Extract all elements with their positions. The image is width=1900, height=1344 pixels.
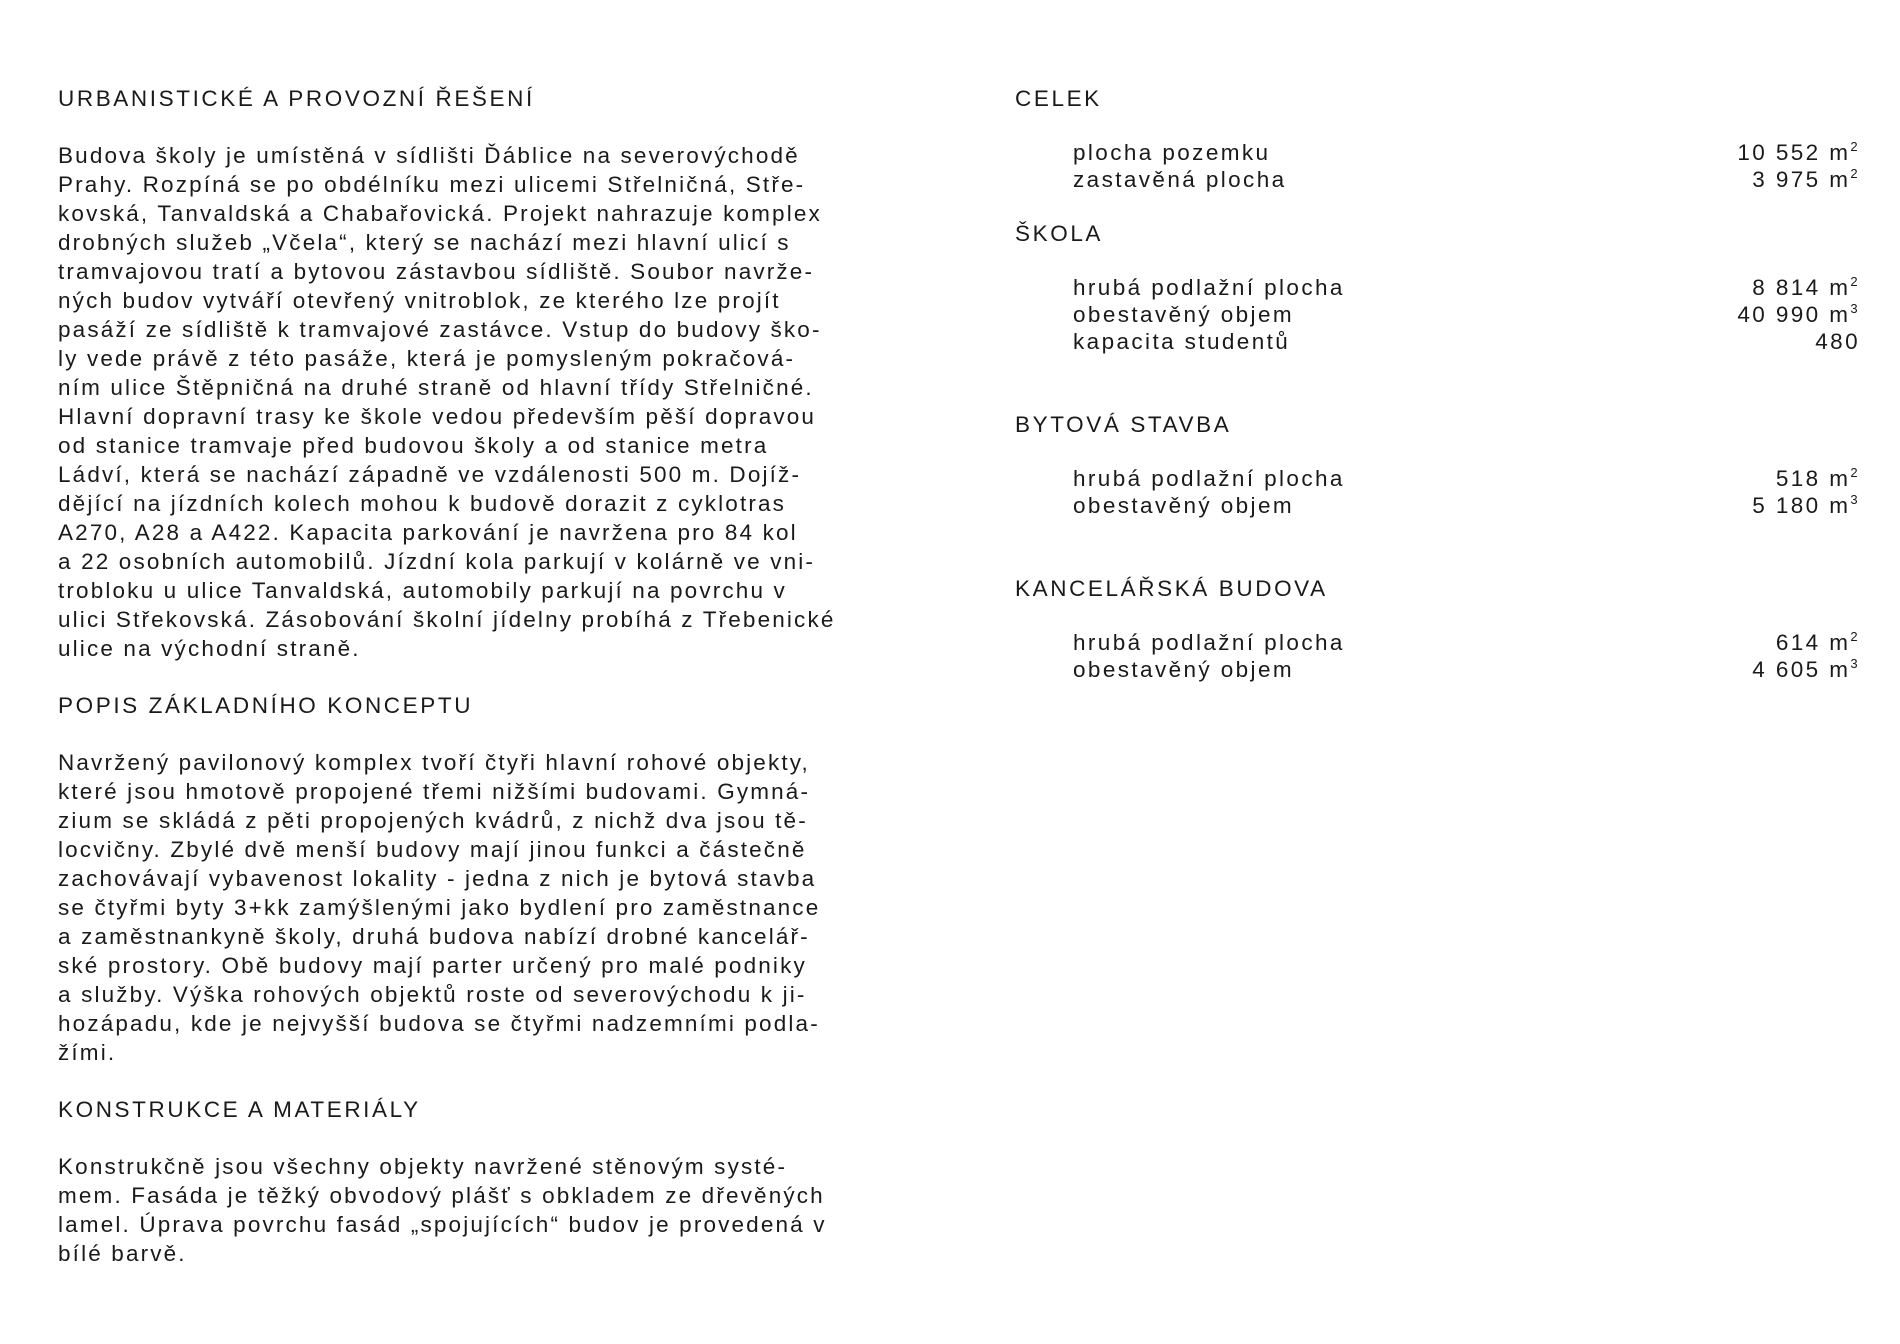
text-line: Ládví, která se nachází západně ve vzdálenosti 500 m. Dojíž- bbox=[58, 462, 802, 487]
stat-label: zastavěná plocha bbox=[1073, 167, 1287, 192]
text-line: Budova školy je umístěná v sídlišti Ďáblice na severovýchodě bbox=[58, 143, 800, 168]
stat-value: 614 $m^2$ bbox=[1775, 629, 1860, 655]
stat-label: hrubá podlažní plocha bbox=[1073, 466, 1345, 491]
unit-exponent: 2 bbox=[1850, 465, 1860, 480]
text-line: zium se skládá z pěti propojených kvádrů, z nichž dva jsou tě- bbox=[58, 808, 808, 833]
stat-row bbox=[1073, 492, 1860, 519]
text-line: drobných služeb „Včela“, který se nachází mezi hlavní ulicí s bbox=[58, 230, 791, 255]
stat-list bbox=[1015, 139, 1860, 193]
text-line: se čtyřmi byty 3+kk zamýšlenými jako bydlení pro zaměstnance bbox=[58, 895, 821, 920]
stat-label: plocha pozemku bbox=[1073, 140, 1271, 165]
paragraph-konstrukce bbox=[58, 1152, 918, 1268]
text-line: tramvajovou tratí a bytovou zástavbou sídliště. Soubor navrže- bbox=[58, 259, 815, 284]
paragraph-koncept bbox=[58, 748, 918, 1067]
text-line: kovská, Tanvaldská a Chabařovická. Projekt nahrazuje komplex bbox=[58, 201, 822, 226]
stat-row bbox=[1073, 629, 1860, 656]
stat-label: obestavěný objem bbox=[1073, 302, 1295, 327]
stat-row bbox=[1073, 301, 1860, 328]
unit-exponent: 2 bbox=[1850, 274, 1860, 289]
stat-value: 480 bbox=[1815, 329, 1860, 354]
text-line: které jsou hmotově propojené třemi nižšími budovami. Gymná- bbox=[58, 779, 811, 804]
text-line: ním ulice Štěpničná na druhé straně od hlavní třídy Střelničné. bbox=[58, 375, 814, 400]
text-line: locvičny. Zbylé dvě menší budovy mají jinou funkci a částečně bbox=[58, 837, 807, 862]
text-line: Hlavní dopravní trasy ke škole vedou především pěší dopravou bbox=[58, 404, 817, 429]
stat-list bbox=[1015, 274, 1860, 355]
stat-row bbox=[1073, 139, 1860, 166]
group-heading-bytova-stavba: BYTOVÁ STAVBA bbox=[1015, 412, 1232, 437]
unit-exponent: 2 bbox=[1850, 139, 1860, 154]
stat-label: hrubá podlažní plocha bbox=[1073, 275, 1345, 300]
text-line: a služby. Výška rohových objektů roste od severovýchodu k ji- bbox=[58, 982, 807, 1007]
group-heading-skola: ŠKOLA bbox=[1015, 221, 1104, 246]
stats-group-celek bbox=[1015, 84, 1860, 193]
stat-label: hrubá podlažní plocha bbox=[1073, 630, 1345, 655]
text-line: bílé barvě. bbox=[58, 1241, 187, 1266]
text-line: mem. Fasáda je těžký obvodový plášť s obkladem ze dřevěných bbox=[58, 1183, 825, 1208]
stat-row bbox=[1073, 274, 1860, 301]
text-line: a 22 osobních automobilů. Jízdní kola parkují v kolárně ve vni- bbox=[58, 549, 816, 574]
stat-row bbox=[1073, 465, 1860, 492]
stat-value: 10 552 $m^2$ bbox=[1737, 139, 1860, 165]
stat-label: obestavěný objem bbox=[1073, 657, 1295, 682]
group-heading-celek: CELEK bbox=[1015, 86, 1102, 111]
text-line: dějící na jízdních kolech mohou k budově dorazit z cyklotras bbox=[58, 491, 787, 516]
stats-group-kancelarska-budova bbox=[1015, 574, 1860, 683]
paragraph-urbanisticke bbox=[58, 141, 918, 663]
text-line: ly vede právě z této pasáže, která je pomysleným pokračová- bbox=[58, 346, 796, 371]
text-column bbox=[58, 84, 918, 1296]
stat-row bbox=[1073, 328, 1860, 355]
section-heading-urbanisticke: URBANISTICKÉ A PROVOZNÍ ŘEŠENÍ bbox=[58, 86, 535, 111]
stat-value: 518 $m^2$ bbox=[1775, 465, 1860, 491]
stats-group-bytova-stavba bbox=[1015, 410, 1860, 519]
section-heading-konstrukce: KONSTRUKCE A MATERIÁLY bbox=[58, 1097, 421, 1122]
stat-row bbox=[1073, 656, 1860, 683]
text-line: trobloku u ulice Tanvaldská, automobily parkují na povrchu v bbox=[58, 578, 787, 603]
stat-row bbox=[1073, 166, 1860, 193]
text-line: ných budov vytváří otevřený vnitroblok, ze kterého lze projít bbox=[58, 288, 781, 313]
text-line: ulice na východní straně. bbox=[58, 636, 361, 661]
stat-value: 4 605 $m^3$ bbox=[1752, 656, 1860, 682]
stat-list bbox=[1015, 629, 1860, 683]
unit-exponent: 2 bbox=[1850, 166, 1860, 181]
unit-exponent: 2 bbox=[1850, 629, 1860, 644]
text-line: od stanice tramvaje před budovou školy a od stanice metra bbox=[58, 433, 769, 458]
section-heading-koncept: POPIS ZÁKLADNÍHO KONCEPTU bbox=[58, 693, 474, 718]
unit-exponent: 3 bbox=[1850, 492, 1860, 507]
text-line: hozápadu, kde je nejvyšší budova se čtyřmi nadzemními podla- bbox=[58, 1011, 820, 1036]
text-line: pasáží ze sídliště k tramvajové zastávce. Vstup do budovy ško- bbox=[58, 317, 822, 342]
text-line: A270, A28 a A422. Kapacita parkování je navržena pro 84 kol bbox=[58, 520, 798, 545]
stat-value: 3 975 $m^2$ bbox=[1752, 166, 1860, 192]
stat-value: 5 180 $m^3$ bbox=[1752, 492, 1860, 518]
stat-list bbox=[1015, 465, 1860, 519]
text-line: Konstrukčně jsou všechny objekty navržené stěnovým systé- bbox=[58, 1154, 788, 1179]
text-line: lamel. Úprava povrchu fasád „spojujících“ budov je provedená v bbox=[58, 1212, 827, 1237]
unit-exponent: 3 bbox=[1850, 656, 1860, 671]
stats-column bbox=[1015, 84, 1860, 683]
text-line: zachovávají vybavenost lokality - jedna z nich je bytová stavba bbox=[58, 866, 817, 891]
text-line: a zaměstnankyně školy, druhá budova nabízí drobné kancelář- bbox=[58, 924, 810, 949]
text-line: Navržený pavilonový komplex tvoří čtyři hlavní rohové objekty, bbox=[58, 750, 810, 775]
unit-exponent: 3 bbox=[1850, 301, 1860, 316]
group-heading-kancelarska-budova: KANCELÁŘSKÁ BUDOVA bbox=[1015, 576, 1328, 601]
text-line: žími. bbox=[58, 1040, 117, 1065]
stat-label: obestavěný objem bbox=[1073, 493, 1295, 518]
stat-label: kapacita studentů bbox=[1073, 329, 1291, 354]
text-line: ské prostory. Obě budovy mají parter určený pro malé podniky bbox=[58, 953, 807, 978]
stats-group-skola bbox=[1015, 219, 1860, 355]
stat-value: 8 814 $m^2$ bbox=[1752, 274, 1860, 300]
text-line: ulici Střekovská. Zásobování školní jídelny probíhá z Třebenické bbox=[58, 607, 836, 632]
text-line: Prahy. Rozpíná se po obdélníku mezi ulicemi Střelničná, Stře- bbox=[58, 172, 806, 197]
stat-value: 40 990 $m^3$ bbox=[1737, 301, 1860, 327]
